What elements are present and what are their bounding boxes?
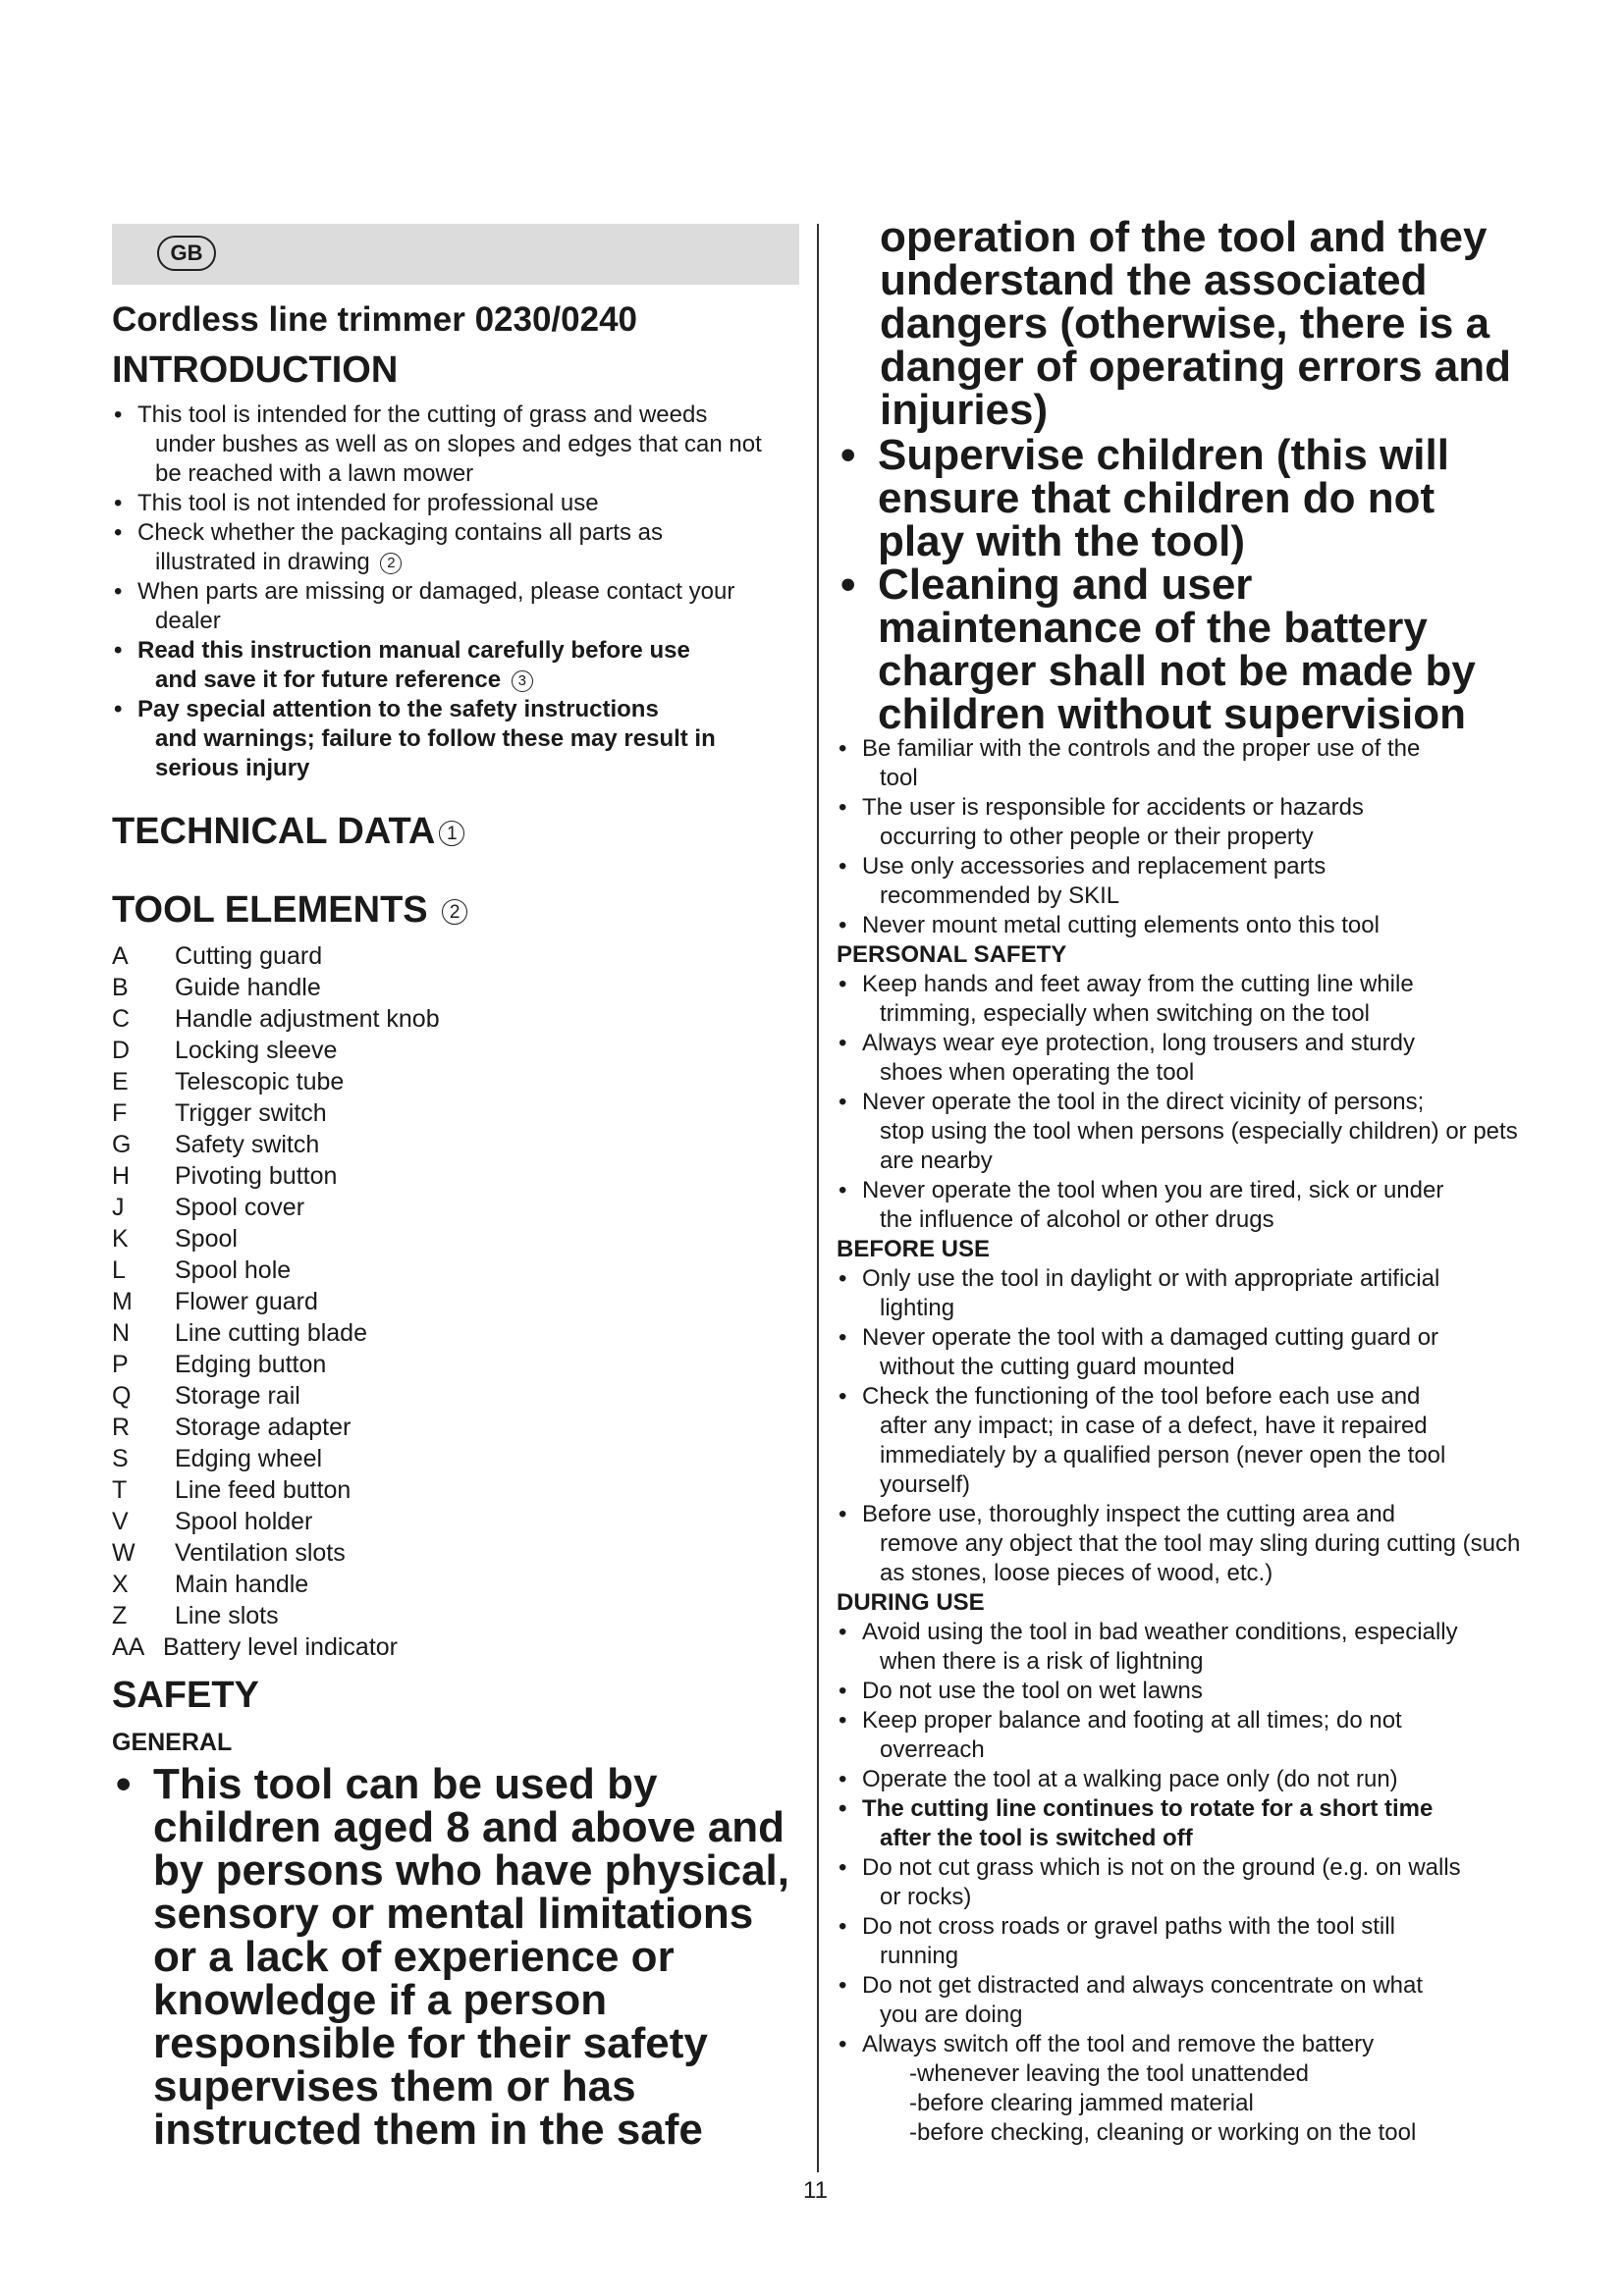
intro-heading: INTRODUCTION bbox=[112, 349, 399, 391]
list-item: • Operate the tool at a walking pace only (do not run) bbox=[837, 1765, 1524, 1794]
figure-ref: 3 bbox=[512, 670, 533, 692]
element-name: Locking sleeve bbox=[175, 1037, 338, 1064]
element-letter: E bbox=[112, 1068, 129, 1095]
general-list bbox=[837, 734, 1524, 940]
element-name: Spool bbox=[175, 1225, 238, 1253]
tech-data-heading: TECHNICAL DATA 1 bbox=[112, 811, 464, 853]
element-letter: K bbox=[112, 1225, 129, 1253]
safety-heading: SAFETY bbox=[112, 1675, 259, 1716]
element-letter: AA bbox=[112, 1633, 145, 1661]
element-name: Spool hole bbox=[175, 1256, 292, 1284]
element-name: Edging button bbox=[175, 1351, 327, 1378]
sub-item: -before checking, cleaning or working on the tool bbox=[909, 2119, 1417, 2146]
element-letter: H bbox=[112, 1162, 131, 1190]
element-name: Storage rail bbox=[175, 1382, 300, 1410]
intro-list bbox=[112, 400, 789, 783]
tool-element-row bbox=[112, 1412, 799, 1443]
sub-item: -before clearing jammed material bbox=[909, 2090, 1254, 2116]
list-item: • Keep hands and feet away from the cutting line while trimming, especially when switching on the tool bbox=[837, 970, 1524, 1029]
element-letter: S bbox=[112, 1445, 129, 1472]
tool-element-row bbox=[112, 1569, 799, 1600]
element-name: Storage adapter bbox=[175, 1414, 352, 1441]
element-name: Flower guard bbox=[175, 1288, 318, 1315]
tool-element-row bbox=[112, 1443, 799, 1474]
element-name: Spool cover bbox=[175, 1194, 305, 1221]
element-letter: X bbox=[112, 1571, 129, 1598]
tool-element-row bbox=[112, 1506, 799, 1537]
during-use-list bbox=[837, 1618, 1524, 2148]
before-use-heading: BEFORE USE bbox=[837, 1236, 991, 1262]
tool-element-row bbox=[112, 1286, 799, 1317]
safety-big-list bbox=[112, 1760, 799, 2154]
list-item: • Only use the tool in daylight or with appropriate artificial lighting bbox=[837, 1264, 1524, 1323]
element-letter: R bbox=[112, 1414, 131, 1441]
element-letter: G bbox=[112, 1131, 132, 1158]
list-item: • Check the functioning of the tool before each use and after any impact; in case of a defect, have it repaired immediately by a qualified person (never open the tool yourself) bbox=[837, 1382, 1524, 1500]
tool-element-row bbox=[112, 1631, 799, 1663]
element-letter: T bbox=[112, 1476, 128, 1504]
list-item: • When parts are missing or damaged, please contact your dealer bbox=[112, 577, 789, 636]
element-letter: V bbox=[112, 1508, 129, 1535]
tool-element-row bbox=[112, 1600, 799, 1631]
element-name: Battery level indicator bbox=[163, 1633, 399, 1661]
list-item: • Never mount metal cutting elements onto this tool bbox=[837, 911, 1524, 940]
tool-element-row bbox=[112, 1349, 799, 1380]
safety-big-list-right bbox=[837, 431, 1524, 738]
element-letter: W bbox=[112, 1539, 135, 1567]
element-letter: C bbox=[112, 1005, 131, 1033]
list-item: • The cutting line continues to rotate for a short time after the tool is switched off bbox=[837, 1794, 1524, 1853]
element-letter: A bbox=[112, 942, 129, 970]
element-letter: F bbox=[112, 1099, 128, 1127]
personal-safety-list bbox=[837, 970, 1524, 1235]
tool-element-row bbox=[112, 1097, 799, 1129]
element-letter: N bbox=[112, 1319, 131, 1347]
personal-safety-heading: PERSONAL SAFETY bbox=[837, 941, 1067, 968]
language-badge: GB bbox=[157, 236, 216, 271]
tool-element-row bbox=[112, 1380, 799, 1412]
safety-continuation: operation of the tool and they understand the associated dangers (otherwise, there is a danger of operating errors and injuries) bbox=[880, 213, 1511, 434]
element-name: Main handle bbox=[175, 1571, 309, 1598]
list-item: • Never operate the tool with a damaged cutting guard or without the cutting guard mounted bbox=[837, 1323, 1524, 1382]
column-divider bbox=[817, 224, 819, 2172]
list-item: • Supervise children (this will ensure that children do not play with the tool) bbox=[837, 434, 1524, 563]
element-name: Handle adjustment knob bbox=[175, 1005, 440, 1033]
list-item: • Before use, thoroughly inspect the cutting area and remove any object that the tool may sling during cutting (such as stones, loose pieces of wood, etc.) bbox=[837, 1500, 1524, 1588]
list-item: • Use only accessories and replacement parts recommended by SKIL bbox=[837, 852, 1524, 911]
element-name: Guide handle bbox=[175, 974, 321, 1001]
element-letter: Z bbox=[112, 1602, 128, 1629]
list-item: • Pay special attention to the safety instructions and warnings; failure to follow these may result in serious injury bbox=[112, 695, 789, 783]
list-item: • Cleaning and user maintenance of the battery charger shall not be made by children without supervision bbox=[837, 563, 1524, 736]
element-letter: M bbox=[112, 1288, 133, 1315]
figure-ref: 2 bbox=[442, 899, 467, 925]
list-item: • This tool is intended for the cutting of grass and weeds under bushes as well as on slopes and edges that can not be reached with a lawn mower bbox=[112, 400, 789, 489]
tool-element-row bbox=[112, 1474, 799, 1506]
figure-ref: 1 bbox=[439, 821, 464, 846]
tool-element-row bbox=[112, 1035, 799, 1066]
element-letter: P bbox=[112, 1351, 129, 1378]
tool-element-row bbox=[112, 1255, 799, 1286]
before-use-list bbox=[837, 1264, 1524, 1588]
tool-element-row bbox=[112, 1003, 799, 1035]
tool-element-row bbox=[112, 1160, 799, 1192]
list-item: • Do not cut grass which is not on the ground (e.g. on walls or rocks) bbox=[837, 1853, 1524, 1912]
list-item: • Be familiar with the controls and the proper use of the tool bbox=[837, 734, 1524, 793]
tool-elements-heading: TOOL ELEMENTS 2 bbox=[112, 889, 467, 932]
element-letter: Q bbox=[112, 1382, 132, 1410]
tool-element-row bbox=[112, 1223, 799, 1255]
list-item: • The user is responsible for accidents or hazards occurring to other people or their property bbox=[837, 793, 1524, 852]
list-item: • Read this instruction manual carefully before use and save it for future reference 3 bbox=[112, 636, 789, 695]
tool-element-row bbox=[112, 1317, 799, 1349]
element-name: Line cutting blade bbox=[175, 1319, 367, 1347]
element-name: Ventilation slots bbox=[175, 1539, 346, 1567]
element-name: Spool holder bbox=[175, 1508, 313, 1535]
list-item: • This tool is not intended for professional use bbox=[112, 489, 789, 518]
tool-element-row bbox=[112, 1066, 799, 1097]
right-text-block bbox=[837, 734, 1524, 2148]
list-item: • This tool can be used by children aged 8 and above and by persons who have physical, sensory or mental limitations or a lack of experience or knowledge if a person responsible for their safety supervises them or has instructed them in the safe bbox=[112, 1763, 799, 2152]
list-item: • Always wear eye protection, long trousers and sturdy shoes when operating the tool bbox=[837, 1029, 1524, 1088]
element-letter: B bbox=[112, 974, 129, 1001]
element-name: Pivoting button bbox=[175, 1162, 338, 1190]
element-name: Edging wheel bbox=[175, 1445, 323, 1472]
element-name: Cutting guard bbox=[175, 942, 323, 970]
tool-element-row bbox=[112, 1537, 799, 1569]
element-name: Line slots bbox=[175, 1602, 279, 1629]
element-name: Telescopic tube bbox=[175, 1068, 345, 1095]
language-bar bbox=[112, 224, 799, 285]
element-name: Line feed button bbox=[175, 1476, 352, 1504]
list-item: • Never operate the tool in the direct vicinity of persons; stop using the tool when persons (especially children) or pets are nearby bbox=[837, 1088, 1524, 1176]
list-item: • Avoid using the tool in bad weather conditions, especially when there is a risk of lightning bbox=[837, 1618, 1524, 1677]
element-letter: L bbox=[112, 1256, 126, 1284]
element-name: Trigger switch bbox=[175, 1099, 327, 1127]
list-item: • Keep proper balance and footing at all times; do not overreach bbox=[837, 1706, 1524, 1765]
list-item: • Do not cross roads or gravel paths with the tool still running bbox=[837, 1912, 1524, 1971]
during-use-heading: DURING USE bbox=[837, 1589, 985, 1616]
sub-item: -whenever leaving the tool unattended bbox=[909, 2060, 1309, 2087]
tool-elements-list bbox=[112, 940, 799, 1663]
tool-element-row bbox=[112, 940, 799, 972]
tool-element-row bbox=[112, 1192, 799, 1223]
general-subheading: GENERAL bbox=[112, 1729, 233, 1756]
tool-element-row bbox=[112, 1129, 799, 1160]
list-item: • Never operate the tool when you are tired, sick or under the influence of alcohol or other drugs bbox=[837, 1176, 1524, 1235]
list-item: • Check whether the packaging contains all parts as illustrated in drawing 2 bbox=[112, 518, 789, 577]
page-number: 11 bbox=[803, 2177, 828, 2204]
element-name: Safety switch bbox=[175, 1131, 320, 1158]
list-item: • Do not use the tool on wet lawns bbox=[837, 1677, 1524, 1706]
figure-ref: 2 bbox=[380, 553, 402, 574]
tool-element-row bbox=[112, 972, 799, 1003]
element-letter: J bbox=[112, 1194, 125, 1221]
list-item: • Always switch off the tool and remove the battery -whenever leaving the tool unattended -before clearing jammed material -before checking, cleaning or working on the tool bbox=[837, 2030, 1524, 2148]
element-letter: D bbox=[112, 1037, 131, 1064]
list-item: • Do not get distracted and always concentrate on what you are doing bbox=[837, 1971, 1524, 2030]
document-title: Cordless line trimmer 0230/0240 bbox=[112, 300, 638, 339]
